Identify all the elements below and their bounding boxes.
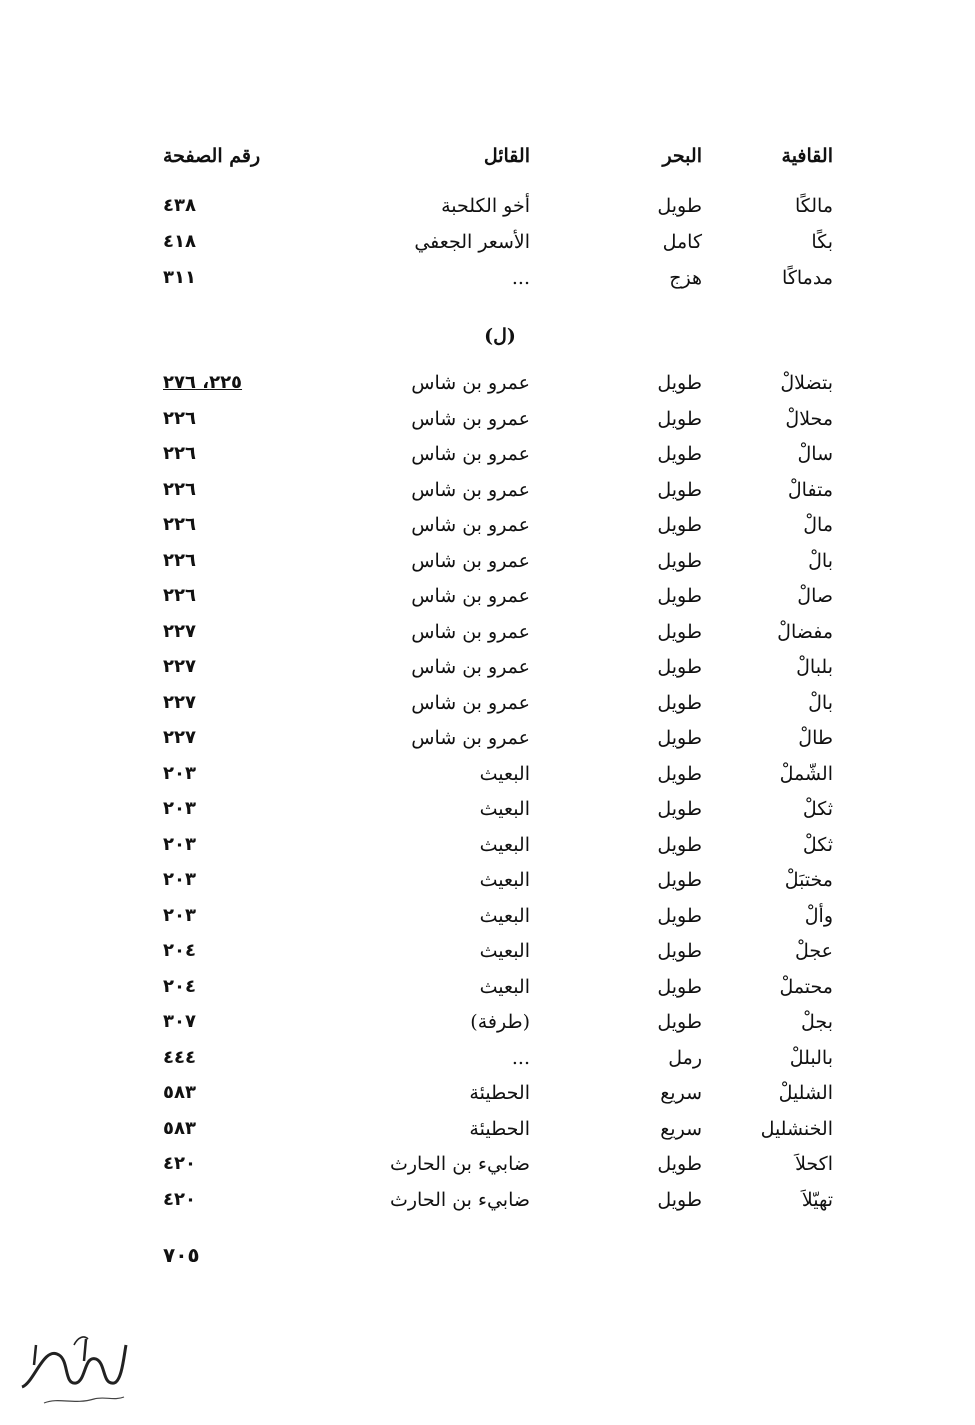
cell-bahr: طويل bbox=[657, 549, 702, 572]
cell-bahr: طويل bbox=[657, 514, 702, 536]
cell-page: ٢٢٧ bbox=[163, 620, 196, 642]
cell-qafia: بجلْ bbox=[801, 1011, 833, 1033]
cell-bahr: طويل bbox=[657, 1188, 702, 1211]
owner-stamp bbox=[14, 1325, 134, 1410]
table-row bbox=[0, 905, 975, 937]
table-row bbox=[0, 656, 975, 688]
cell-qafia: متفالْ bbox=[787, 478, 833, 501]
cell-qail: عمرو بن شاس bbox=[411, 478, 530, 501]
cell-bahr: طويل bbox=[657, 1153, 702, 1175]
table-row bbox=[0, 621, 975, 653]
cell-bahr: طويل bbox=[657, 620, 702, 643]
cell-qafia: مالكًا bbox=[794, 195, 833, 217]
cell-bahr: طويل bbox=[657, 372, 702, 394]
cell-page: ٢٢٧ bbox=[163, 691, 196, 713]
cell-bahr: طويل bbox=[657, 762, 702, 785]
cell-bahr: طويل bbox=[657, 656, 702, 678]
cell-page: ٤١٨ bbox=[163, 231, 196, 252]
table-row bbox=[0, 869, 975, 901]
table-row bbox=[0, 798, 975, 830]
cell-bahr: طويل bbox=[657, 407, 702, 430]
cell-bahr: طويل bbox=[657, 904, 702, 927]
cell-bahr: طويل bbox=[657, 940, 702, 962]
cell-qail: عمرو بن شاس bbox=[411, 727, 530, 749]
cell-qail: ضابيء بن الحارث bbox=[390, 1188, 530, 1211]
cell-page: ٢٢٦ bbox=[163, 443, 196, 464]
cell-qail: (طرفة) bbox=[470, 1011, 530, 1033]
cell-page: ٢٢٦ bbox=[163, 514, 196, 535]
cell-page: ٥٨٣ bbox=[163, 1082, 196, 1103]
cell-qail: عمرو بن شاس bbox=[411, 549, 530, 572]
cell-page: ٢٢٦ bbox=[163, 549, 196, 571]
cell-qafia: الشّملْ bbox=[779, 762, 833, 785]
cell-page: ٣٠٧ bbox=[163, 1011, 196, 1032]
cell-qafia: عجلْ bbox=[795, 940, 833, 962]
cell-qail: عمرو بن شاس bbox=[411, 443, 530, 465]
cell-bahr: طويل bbox=[657, 585, 702, 607]
cell-page: ٣١١ bbox=[163, 267, 196, 288]
table-row bbox=[0, 443, 975, 475]
table-row bbox=[0, 550, 975, 582]
section-title: (ل) bbox=[484, 325, 516, 347]
cell-page: ٤٤٤ bbox=[163, 1046, 196, 1068]
cell-page: ٥٨٣ bbox=[163, 1117, 196, 1139]
cell-qafia: مالْ bbox=[803, 514, 833, 536]
header-qail: القائل bbox=[483, 145, 530, 167]
cell-page: ٢٢٦ bbox=[163, 407, 196, 429]
cell-qail: البعيث bbox=[479, 833, 530, 856]
cell-qafia: بلبالْ bbox=[796, 656, 833, 678]
table-row bbox=[0, 940, 975, 972]
cell-page: ٢٢٧ bbox=[163, 727, 196, 748]
cell-qafia: ثكلْ bbox=[802, 833, 833, 856]
table-row bbox=[0, 1011, 975, 1043]
cell-qail: البعيث bbox=[479, 904, 530, 927]
cell-qail: الحطيئة bbox=[469, 1117, 530, 1140]
table-row bbox=[0, 976, 975, 1008]
table-row bbox=[0, 834, 975, 866]
cell-bahr: طويل bbox=[657, 833, 702, 856]
cell-bahr: طويل bbox=[657, 798, 702, 820]
cell-bahr: رمل bbox=[668, 1046, 702, 1069]
cell-qafia: بالْ bbox=[808, 549, 833, 572]
table-row bbox=[0, 267, 975, 299]
cell-bahr: طويل bbox=[657, 691, 702, 714]
cell-qail: عمرو بن شاس bbox=[411, 372, 530, 394]
cell-bahr: سريع bbox=[660, 1117, 702, 1140]
cell-qafia: بالْ bbox=[808, 691, 833, 714]
table-row bbox=[0, 231, 975, 263]
table-row bbox=[0, 585, 975, 617]
cell-qail: عمرو بن شاس bbox=[411, 656, 530, 678]
table-row bbox=[0, 727, 975, 759]
cell-bahr: سريع bbox=[660, 1082, 702, 1104]
table-row bbox=[0, 514, 975, 546]
cell-qafia: مفضالْ bbox=[777, 620, 833, 643]
cell-qail: ... bbox=[511, 1046, 530, 1069]
cell-page: ٤٣٨ bbox=[163, 195, 196, 216]
cell-qail: البعيث bbox=[479, 940, 530, 962]
cell-qafia: بتضلالْ bbox=[780, 372, 833, 394]
cell-qafia: اكحلاَ bbox=[795, 1153, 833, 1175]
cell-qafia: بكًا bbox=[811, 231, 833, 253]
cell-qail: ضابيء بن الحارث bbox=[390, 1153, 530, 1175]
cell-qail: البعيث bbox=[479, 975, 530, 998]
cell-qafia: وألْ bbox=[804, 904, 833, 927]
cell-page: ٢٠٣ bbox=[163, 798, 196, 819]
cell-qafia: مختبَلْ bbox=[784, 869, 833, 891]
cell-qail: عمرو بن شاس bbox=[411, 514, 530, 536]
header-qafia: القافية bbox=[781, 145, 833, 167]
table-row bbox=[0, 692, 975, 724]
cell-bahr: طويل bbox=[657, 869, 702, 891]
cell-bahr: طويل bbox=[657, 727, 702, 749]
cell-qail: البعيث bbox=[479, 762, 530, 785]
cell-bahr: كامل bbox=[662, 231, 702, 253]
table-row bbox=[0, 1082, 975, 1114]
cell-page: ٢٠٤ bbox=[163, 940, 196, 961]
cell-qail: البعيث bbox=[479, 869, 530, 891]
cell-qafia: الشليلْ bbox=[778, 1082, 833, 1104]
table-header bbox=[0, 145, 975, 175]
cell-qail: الحطيئة bbox=[469, 1082, 530, 1104]
cell-qafia: تهيّلاَ bbox=[801, 1188, 833, 1211]
cell-bahr: طويل bbox=[657, 975, 702, 998]
cell-qafia: الخنشليل bbox=[760, 1117, 833, 1140]
cell-bahr: طويل bbox=[657, 1011, 702, 1033]
cell-page: ٢٠٣ bbox=[163, 762, 196, 784]
cell-page: ٢٠٣ bbox=[163, 904, 196, 926]
table-row bbox=[0, 1047, 975, 1079]
cell-page: ٢٢٦ bbox=[163, 478, 196, 500]
cell-qail: عمرو بن شاس bbox=[411, 407, 530, 430]
cell-qail: الأسعر الجعفي bbox=[414, 231, 530, 253]
cell-qafia: بالبللْ bbox=[789, 1046, 833, 1069]
cell-page: ٢٢٦ bbox=[163, 585, 196, 606]
cell-qafia: محتملْ bbox=[779, 975, 833, 998]
table-row bbox=[0, 1153, 975, 1185]
cell-page: ٢٠٣ bbox=[163, 833, 196, 855]
cell-page: ٤٢٠ bbox=[163, 1153, 196, 1174]
cell-qail: عمرو بن شاس bbox=[411, 585, 530, 607]
table-row bbox=[0, 1189, 975, 1221]
cell-qail: عمرو بن شاس bbox=[411, 620, 530, 643]
cell-page: ٢٠٣ bbox=[163, 869, 196, 890]
cell-qafia: محلالْ bbox=[785, 407, 833, 430]
table-row bbox=[0, 763, 975, 795]
table-row bbox=[0, 479, 975, 511]
cell-bahr: طويل bbox=[657, 195, 702, 217]
cell-bahr: طويل bbox=[657, 478, 702, 501]
cell-qail: البعيث bbox=[479, 798, 530, 820]
cell-qail: ... bbox=[511, 267, 530, 289]
header-page: رقم الصفحة bbox=[163, 145, 261, 167]
cell-page: ٢٢٧ bbox=[163, 656, 196, 677]
cell-qafia: طالْ bbox=[798, 727, 833, 749]
stamp-calligraphy bbox=[14, 1325, 134, 1410]
cell-qail: عمرو بن شاس bbox=[411, 691, 530, 714]
cell-page: ٢٢٥، ٢٧٦ bbox=[163, 372, 243, 393]
cell-page: ٢٠٤ bbox=[163, 975, 196, 997]
cell-qafia: صالْ bbox=[797, 585, 833, 607]
cell-qail: أخو الكلحبة bbox=[441, 195, 530, 217]
table-row bbox=[0, 372, 975, 404]
page-number: ٧٠٥ bbox=[163, 1243, 200, 1267]
table-row bbox=[0, 1118, 975, 1150]
table-row bbox=[0, 195, 975, 227]
table-row bbox=[0, 408, 975, 440]
cell-bahr: هزج bbox=[669, 267, 702, 289]
header-bahr: البحر bbox=[662, 145, 702, 167]
cell-qafia: مدماكًا bbox=[782, 267, 833, 289]
cell-page: ٤٢٠ bbox=[163, 1188, 196, 1210]
cell-qafia: سالْ bbox=[797, 443, 833, 465]
cell-qafia: ثكلْ bbox=[802, 798, 833, 820]
cell-bahr: طويل bbox=[657, 443, 702, 465]
